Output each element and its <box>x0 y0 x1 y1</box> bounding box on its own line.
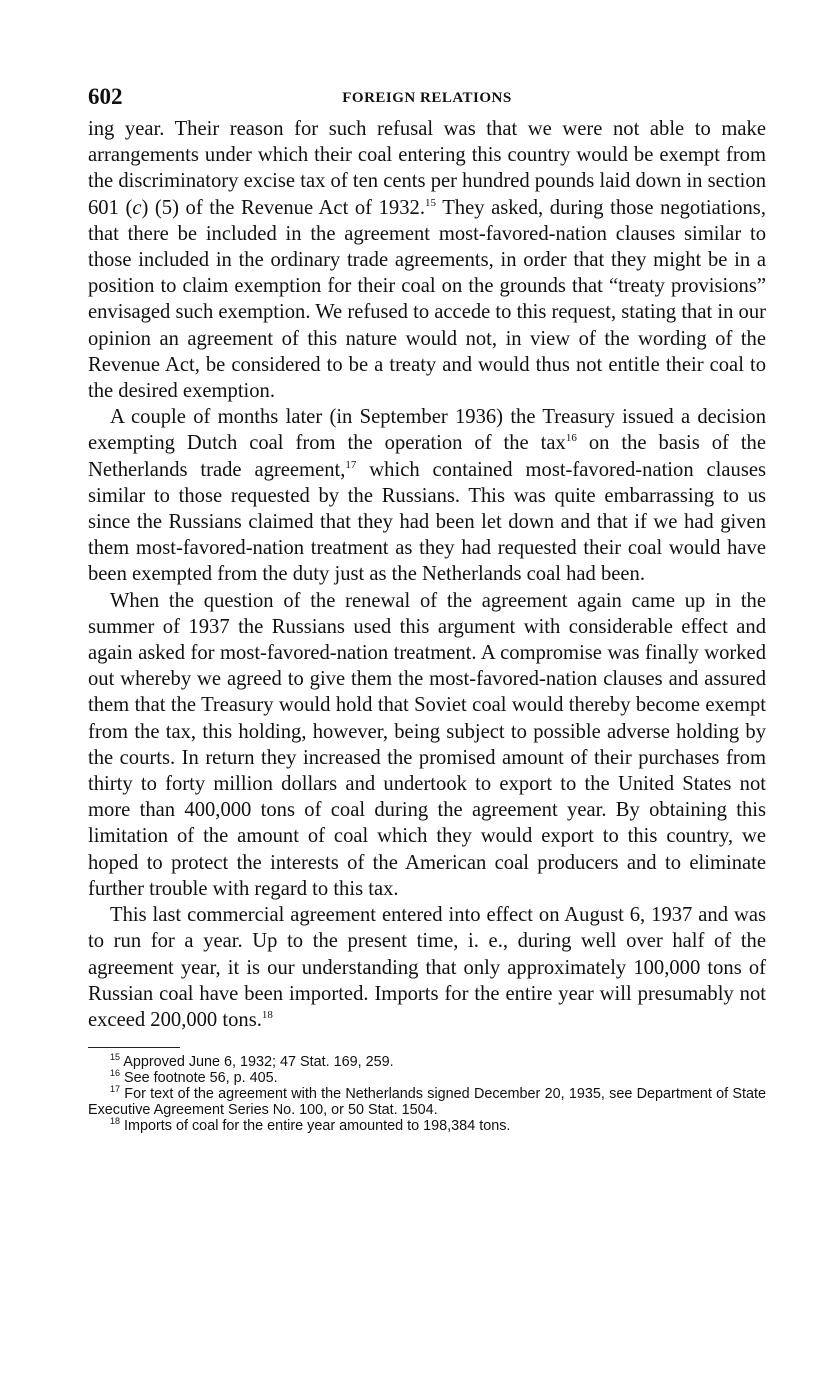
paragraph-3: When the question of the renewal of the agreement again came up in the summer of 1937 the Russians used this argument with considerable effect and again asked for most-favored-nation treatment. A compromise was finally worked out whereby we agreed to give them the most-favored-nation clauses and assured them that the Treasury would hold that Soviet coal would thereby become exempt from the tax, this holding, however, being subject to possible adverse holding by the courts. In return they increased the promised amount of their purchases from thirty to forty million dollars and undertook to export to the United States not more than 400,000 tons of coal during the agreement year. By obtaining this limitation of the amount of coal which they would export to this country, we hoped to protect the interests of the American coal producers and to eliminate further trouble with regard to this tax. <box>88 589 766 900</box>
footnote-ref-15[interactable]: 15 <box>424 196 436 209</box>
italic-letter: c <box>132 196 142 219</box>
footnote-marker: 17 <box>110 1084 121 1095</box>
document-page <box>88 84 766 1134</box>
footnote-marker: 15 <box>110 1052 121 1063</box>
paragraph-2: A couple of months later (in September 1936) the Treasury issued a decision exempting Dutch coal from the operation of the tax$^{16}$ on the basis of the Netherlands trade agreement,$^{17}$ which contained most-favored-nation clauses similar to those requested by the Russians. This was quite embarrassing to us since the Russians claimed that they had been let down and that if we had given them most-favored-nation treatment as they had requested their coal would have been exempted from the duty just as the Netherlands coal had been. <box>88 406 767 586</box>
footnote-15: $^{15}$ Approved June 6, 1932; 47 Stat. 169, 259. <box>110 1052 394 1071</box>
footnote-18: $^{18}$ Imports of coal for the entire year amounted to 198,384 tons. <box>110 1116 511 1135</box>
footnote-17: $^{17}$ For text of the agreement with the Netherlands signed December 20, 1935, see Department of State Executive Agreement Series No. 100, or 50 Stat. 1504. <box>88 1084 766 1119</box>
footnote-marker: 16 <box>110 1068 121 1079</box>
footnote-16: $^{16}$ See footnote 56, p. 405. <box>110 1068 278 1087</box>
paragraph-4: This last commercial agreement entered into effect on August 6, 1937 and was to run for a year. Up to the present time, i. e., during well over half of the agreement year, it is our understanding that only approximately 100,000 tons of Russian coal have been imported. Imports for the entire year will presumably not exceed 200,000 tons.$^{18}$ <box>88 904 766 1031</box>
body-text <box>88 116 766 1033</box>
footnote-divider <box>88 1047 180 1048</box>
page-header <box>88 84 766 116</box>
footnote-marker: 18 <box>110 1116 121 1127</box>
footnote-ref-16[interactable]: 16 <box>565 432 577 445</box>
page-number: 602 <box>88 84 123 109</box>
paragraph-1: ing year. Their reason for such refusal was that we were not able to make arrangements under which their coal entering this country would be exempt from the discriminatory excise tax of ten cents per hundred pounds laid down in section 601 (c) (5) of the Revenue Act of 1932.15 They asked, during those negotiations, that there be included in the agreement most-favored-nation clauses similar to those included in the ordinary trade agreements, in order that they might be in a position to claim exemption for their coal on the grounds that “treaty provisions” envisaged such exemption. We refused to accede to this request, stating that in our opinion an agreement of this nature would not, in view of the wording of the Revenue Act, be considered to be a treaty and would thus not entitle their coal to the desired exemption. <box>88 118 766 403</box>
footnote-ref-18[interactable]: 18 <box>261 1009 273 1022</box>
running-title: FOREIGN RELATIONS <box>342 90 512 106</box>
footnotes <box>88 1054 766 1134</box>
footnote-ref-17[interactable]: 17 <box>345 458 357 471</box>
